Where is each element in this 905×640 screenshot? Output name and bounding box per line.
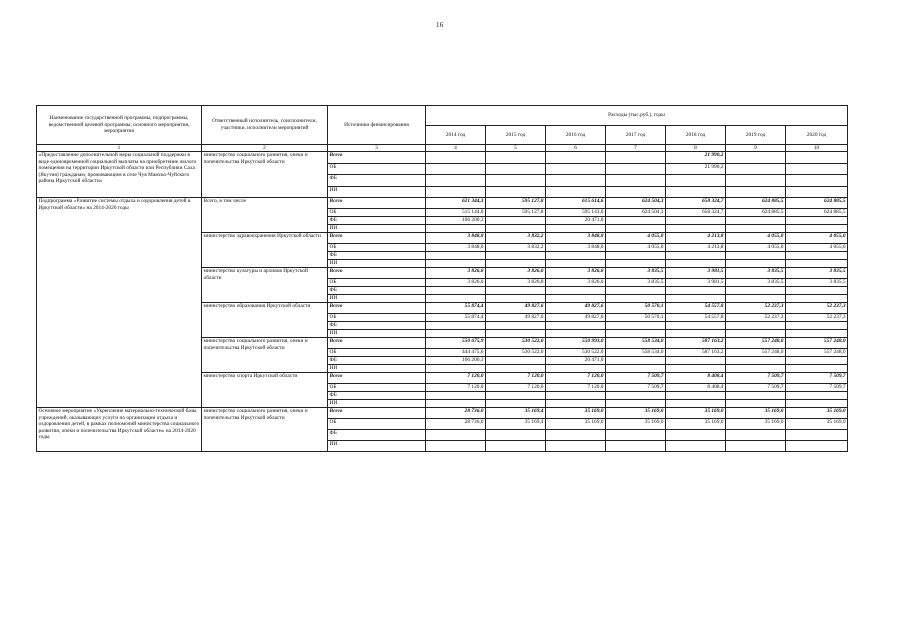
expense-value xyxy=(486,365,546,373)
expense-value xyxy=(726,441,786,452)
expense-value: 35 169,0 xyxy=(546,408,606,419)
funding-source: ОБ xyxy=(328,349,426,357)
expense-value: 35 169,0 xyxy=(546,419,606,430)
expense-value: 35 169,4 xyxy=(486,419,546,430)
column-number: 5 xyxy=(486,145,546,152)
expense-value: 3 832,2 xyxy=(486,233,546,244)
expense-value xyxy=(726,357,786,365)
expense-value xyxy=(426,152,486,164)
funding-source: ИИ xyxy=(328,186,426,198)
expense-value: 106 200,3 xyxy=(426,217,486,225)
expense-value: 7 120,0 xyxy=(486,384,546,392)
header-year: 2019 год xyxy=(726,126,786,145)
expense-value xyxy=(426,365,486,373)
expense-value: 7 509,7 xyxy=(726,373,786,384)
expense-value xyxy=(666,392,726,400)
expense-value: 4 213,8 xyxy=(666,244,726,252)
expense-value xyxy=(546,175,606,187)
expense-value: 55 874,4 xyxy=(426,303,486,314)
funding-source: ИИ xyxy=(328,365,426,373)
expense-value xyxy=(726,287,786,295)
header-expenses: Расходы (тыс.руб.), годы xyxy=(426,106,848,126)
expense-value xyxy=(486,252,546,260)
expense-value xyxy=(666,400,726,408)
column-number: 3 xyxy=(328,145,426,152)
expense-value xyxy=(546,186,606,198)
expense-value xyxy=(726,186,786,198)
expense-value: 4 213,8 xyxy=(666,233,726,244)
expense-value xyxy=(606,217,666,225)
expense-value xyxy=(486,295,546,303)
expense-value xyxy=(666,225,726,233)
expense-value xyxy=(426,322,486,330)
expense-value xyxy=(786,287,848,295)
expense-value xyxy=(546,295,606,303)
expense-value: 4 055,0 xyxy=(726,244,786,252)
expense-value xyxy=(606,260,666,268)
expense-value xyxy=(426,330,486,338)
header-year: 2018 год xyxy=(666,126,726,145)
expense-value xyxy=(546,365,606,373)
expense-value xyxy=(726,400,786,408)
expense-value xyxy=(786,430,848,441)
expense-value xyxy=(606,186,666,198)
funding-source: ФБ xyxy=(328,357,426,365)
expense-value: 50 570,1 xyxy=(606,303,666,314)
expense-value: 557 248,0 xyxy=(786,349,848,357)
expense-value: 530 522,0 xyxy=(486,338,546,349)
expense-value: 35 169,0 xyxy=(786,408,848,419)
funding-source: ОБ xyxy=(328,419,426,430)
expense-value: 21 990,2 xyxy=(666,152,726,164)
expense-value: 3 981,5 xyxy=(666,268,726,279)
expense-value xyxy=(606,322,666,330)
executor-name: министерство социального развития, опеки и попечительства Иркутской области xyxy=(202,408,328,452)
expense-value: 4 055,0 xyxy=(786,233,848,244)
expense-value: 4 055,0 xyxy=(606,233,666,244)
expense-value xyxy=(486,330,546,338)
expense-value xyxy=(726,322,786,330)
expense-value: 7 120,0 xyxy=(426,384,486,392)
expense-value: 3 835,5 xyxy=(786,279,848,287)
expense-value xyxy=(786,322,848,330)
expense-value xyxy=(666,217,726,225)
table-row xyxy=(37,198,848,209)
expense-value xyxy=(546,392,606,400)
expense-value: 3 826,0 xyxy=(546,279,606,287)
funding-source: ОБ xyxy=(328,279,426,287)
expense-value xyxy=(666,441,726,452)
expense-value xyxy=(486,287,546,295)
budget-table xyxy=(36,105,848,452)
expense-value: 624 885,5 xyxy=(726,198,786,209)
executor-name: министерство здравоохранения Иркутской области xyxy=(202,233,328,268)
expense-value xyxy=(486,400,546,408)
expense-value xyxy=(486,430,546,441)
expense-value: 3 981,5 xyxy=(666,279,726,287)
executor-name: министерство культуры и архивов Иркутской области xyxy=(202,268,328,303)
expense-value: 558 534,0 xyxy=(606,338,666,349)
expense-value xyxy=(726,295,786,303)
expense-value xyxy=(426,163,486,175)
expense-value: 3 835,5 xyxy=(726,268,786,279)
expense-value xyxy=(726,330,786,338)
expense-value xyxy=(486,163,546,175)
expense-value: 52 237,3 xyxy=(726,303,786,314)
expense-value xyxy=(486,225,546,233)
header-year: 2014 год xyxy=(426,126,486,145)
expense-value xyxy=(786,260,848,268)
funding-source: ФБ xyxy=(328,175,426,187)
funding-source: Всего xyxy=(328,152,426,164)
expense-value xyxy=(486,175,546,187)
program-name: Основное мероприятие «Укрепление материально-технической базы учреждений, оказывающих услуги по организации отдыха и оздоровления детей, в рамках полномочий министерства социального развития, опеки и попечительства Иркутской области» на 2014-2020 годы xyxy=(37,408,202,452)
expense-value xyxy=(546,225,606,233)
expense-value xyxy=(606,392,666,400)
expense-value xyxy=(426,287,486,295)
funding-source: ФБ xyxy=(328,217,426,225)
expense-value: 3 848,0 xyxy=(426,233,486,244)
expense-value xyxy=(786,330,848,338)
expense-value xyxy=(786,400,848,408)
expense-value xyxy=(786,186,848,198)
expense-value: 3 848,0 xyxy=(426,244,486,252)
expense-value xyxy=(426,430,486,441)
column-number: 2 xyxy=(202,145,328,152)
expense-value xyxy=(486,392,546,400)
expense-value: 52 237,3 xyxy=(726,314,786,322)
expense-value xyxy=(606,330,666,338)
funding-source: Всего xyxy=(328,303,426,314)
funding-source: Всего xyxy=(328,338,426,349)
expense-value xyxy=(726,163,786,175)
expense-value xyxy=(426,175,486,187)
expense-value: 8 408,4 xyxy=(666,373,726,384)
expense-value: 3 826,0 xyxy=(546,268,606,279)
expense-value xyxy=(426,252,486,260)
funding-source: ФБ xyxy=(328,322,426,330)
expense-value: 3 835,5 xyxy=(606,268,666,279)
header-year: 2015 год xyxy=(486,126,546,145)
expense-value xyxy=(606,400,666,408)
funding-source: ОБ xyxy=(328,384,426,392)
expense-value xyxy=(726,225,786,233)
expense-value: 3 848,0 xyxy=(546,244,606,252)
expense-value: 49 827,6 xyxy=(486,314,546,322)
expense-value: 557 248,0 xyxy=(726,338,786,349)
funding-source: ИИ xyxy=(328,441,426,452)
column-number-row xyxy=(37,145,848,152)
expense-value xyxy=(546,163,606,175)
funding-source: ФБ xyxy=(328,430,426,441)
expense-value: 595 143,6 xyxy=(546,209,606,217)
expense-value: 3 848,0 xyxy=(546,233,606,244)
expense-value: 7 120,0 xyxy=(546,373,606,384)
expense-value: 587 163,2 xyxy=(666,338,726,349)
expense-value xyxy=(546,441,606,452)
expense-value: 52 237,3 xyxy=(786,303,848,314)
funding-source: ИИ xyxy=(328,225,426,233)
expense-value: 624 504,3 xyxy=(606,198,666,209)
expense-value: 658 324,7 xyxy=(666,198,726,209)
expense-value: 4 055,0 xyxy=(786,244,848,252)
expense-value: 4 055,0 xyxy=(606,244,666,252)
expense-value xyxy=(786,175,848,187)
expense-value xyxy=(786,365,848,373)
funding-source: ОБ xyxy=(328,314,426,322)
expense-value xyxy=(606,163,666,175)
program-name: «Предоставление дополнительной меры социальной поддержки в виде единовременной социальной выплаты на приобретение жилого помещения на территории Иркутской области или Республики Саха (Якутия) гражданам, проживающим в селе Чуя Мамско-Чуйского района Иркутской области» xyxy=(37,152,202,198)
expense-value: 52 237,3 xyxy=(786,314,848,322)
expense-value xyxy=(786,441,848,452)
funding-source: ФБ xyxy=(328,252,426,260)
expense-value: 54 557,8 xyxy=(666,314,726,322)
funding-source: Всего xyxy=(328,373,426,384)
expense-value: 3 826,0 xyxy=(426,268,486,279)
expense-value xyxy=(486,322,546,330)
expense-value xyxy=(546,400,606,408)
column-number: 4 xyxy=(426,145,486,152)
expense-value: 35 169,0 xyxy=(606,408,666,419)
expense-value xyxy=(546,330,606,338)
expense-value xyxy=(486,357,546,365)
expense-value xyxy=(726,252,786,260)
column-number: 7 xyxy=(606,145,666,152)
expense-value xyxy=(726,260,786,268)
table-row xyxy=(37,408,848,419)
expense-value: 35 169,0 xyxy=(726,408,786,419)
expense-value xyxy=(786,217,848,225)
executor-name: министерство социального развития, опеки и попечительства Иркутской области xyxy=(202,152,328,198)
expense-value: 3 826,0 xyxy=(426,279,486,287)
expense-value: 35 169,0 xyxy=(666,419,726,430)
funding-source: ОБ xyxy=(328,163,426,175)
expense-value: 515 144,0 xyxy=(426,209,486,217)
expense-value: 3 832,2 xyxy=(486,244,546,252)
header-year: 2017 год xyxy=(606,126,666,145)
page-number: 16 xyxy=(436,21,444,29)
expense-value: 7 509,7 xyxy=(786,373,848,384)
expense-value xyxy=(546,152,606,164)
expense-value: 557 248,0 xyxy=(786,338,848,349)
expense-value xyxy=(786,392,848,400)
expense-value xyxy=(666,430,726,441)
expense-value xyxy=(666,295,726,303)
column-number: 10 xyxy=(786,145,848,152)
expense-value xyxy=(486,152,546,164)
expense-value xyxy=(426,225,486,233)
expense-value xyxy=(786,357,848,365)
expense-value xyxy=(726,152,786,164)
funding-source: Всего xyxy=(328,233,426,244)
expense-value xyxy=(666,330,726,338)
expense-value xyxy=(546,252,606,260)
expense-value xyxy=(486,260,546,268)
funding-source: ИИ xyxy=(328,295,426,303)
program-name: Подпрограмма «Развитие системы отдыха и оздоровления детей в Иркутской области» на 2014-2020 годы xyxy=(37,198,202,408)
expense-value: 7 509,7 xyxy=(606,373,666,384)
expense-value xyxy=(606,365,666,373)
expense-value: 20 471,0 xyxy=(546,217,606,225)
expense-value: 3 835,5 xyxy=(786,268,848,279)
expense-value: 4 055,0 xyxy=(726,233,786,244)
expense-value xyxy=(786,163,848,175)
expense-value xyxy=(606,252,666,260)
expense-value: 7 120,0 xyxy=(426,373,486,384)
expense-value: 28 736,0 xyxy=(426,408,486,419)
expense-value: 624 885,5 xyxy=(726,209,786,217)
expense-value: 530 522,0 xyxy=(486,349,546,357)
expense-value xyxy=(426,441,486,452)
funding-source: Всего xyxy=(328,268,426,279)
expense-value: 550 675,9 xyxy=(426,338,486,349)
column-number: 9 xyxy=(726,145,786,152)
expense-value: 35 169,0 xyxy=(666,408,726,419)
header-year: 2016 год xyxy=(546,126,606,145)
expense-value: 444 475,6 xyxy=(426,349,486,357)
expense-value xyxy=(606,225,666,233)
expense-value xyxy=(426,260,486,268)
funding-source: ФБ xyxy=(328,392,426,400)
expense-value: 7 509,7 xyxy=(726,384,786,392)
funding-source: ИИ xyxy=(328,260,426,268)
expense-value xyxy=(606,152,666,164)
expense-value xyxy=(666,357,726,365)
expense-value: 595 127,8 xyxy=(486,198,546,209)
executor-name: министерство образования Иркутской области xyxy=(202,303,328,338)
expense-value xyxy=(606,430,666,441)
expense-value xyxy=(606,441,666,452)
expense-value xyxy=(606,287,666,295)
executor-name: Всего, в том числе xyxy=(202,198,328,233)
expense-value xyxy=(546,287,606,295)
expense-value xyxy=(666,252,726,260)
expense-value xyxy=(726,217,786,225)
expense-value: 28 736,0 xyxy=(426,419,486,430)
table-row xyxy=(37,152,848,164)
expense-value xyxy=(666,175,726,187)
expense-value: 49 827,6 xyxy=(546,303,606,314)
expense-value: 3 835,5 xyxy=(606,279,666,287)
expense-value: 49 827,6 xyxy=(486,303,546,314)
funding-source: ОБ xyxy=(328,209,426,217)
expense-value: 8 408,4 xyxy=(666,384,726,392)
expense-value xyxy=(786,295,848,303)
funding-source: ФБ xyxy=(328,287,426,295)
header-year: 2020 год xyxy=(786,126,848,145)
expense-value: 624 885,5 xyxy=(786,198,848,209)
expense-value: 7 120,0 xyxy=(486,373,546,384)
expense-value xyxy=(546,322,606,330)
expense-value: 3 826,0 xyxy=(486,279,546,287)
funding-source: Всего xyxy=(328,198,426,209)
expense-value: 3 835,5 xyxy=(726,279,786,287)
expense-value: 558 534,0 xyxy=(606,349,666,357)
funding-source: ИИ xyxy=(328,330,426,338)
expense-value: 21 990,2 xyxy=(666,163,726,175)
expense-value xyxy=(426,400,486,408)
expense-value xyxy=(606,357,666,365)
table-body xyxy=(37,152,848,452)
expense-value: 621 344,3 xyxy=(426,198,486,209)
expense-value: 50 570,1 xyxy=(606,314,666,322)
expense-value: 106 200,3 xyxy=(426,357,486,365)
expense-value: 49 827,6 xyxy=(546,314,606,322)
expense-value xyxy=(486,441,546,452)
expense-value: 624 504,3 xyxy=(606,209,666,217)
expense-value: 55 874,4 xyxy=(426,314,486,322)
expense-value xyxy=(426,186,486,198)
expense-value: 615 614,6 xyxy=(546,198,606,209)
expense-value: 624 885,5 xyxy=(786,209,848,217)
header-sources: Источники финансирования xyxy=(328,106,426,145)
expense-value: 7 509,7 xyxy=(606,384,666,392)
expense-value xyxy=(486,217,546,225)
funding-source: ОБ xyxy=(328,244,426,252)
header-executor: Ответственный исполнитель, соисполнители, участники, исполнители мероприятий xyxy=(202,106,328,145)
executor-name: министерство социального развития, опеки и попечительства Иркутской области xyxy=(202,338,328,373)
funding-source: ИИ xyxy=(328,400,426,408)
expense-value xyxy=(606,295,666,303)
expense-value xyxy=(426,295,486,303)
expense-value: 35 169,0 xyxy=(786,419,848,430)
expense-value: 54 557,8 xyxy=(666,303,726,314)
column-number: 1 xyxy=(37,145,202,152)
expense-value xyxy=(546,430,606,441)
expense-value xyxy=(666,365,726,373)
expense-value: 550 993,0 xyxy=(546,338,606,349)
expense-value xyxy=(786,152,848,164)
header-name: Наименование государственной программы, подпрограммы, ведомственной целевой программы, основного мероприятия, мероприятия xyxy=(37,106,202,145)
expense-value: 35 169,0 xyxy=(726,419,786,430)
expense-value xyxy=(426,392,486,400)
expense-value xyxy=(666,186,726,198)
expense-value: 20 471,0 xyxy=(546,357,606,365)
expense-value xyxy=(726,175,786,187)
expense-value xyxy=(726,365,786,373)
expense-value: 35 169,0 xyxy=(606,419,666,430)
funding-source: Всего xyxy=(328,408,426,419)
expense-value xyxy=(786,252,848,260)
expense-value xyxy=(666,287,726,295)
column-number: 6 xyxy=(546,145,606,152)
expense-value xyxy=(606,175,666,187)
expense-value xyxy=(726,430,786,441)
expense-value: 587 163,2 xyxy=(666,349,726,357)
column-number: 8 xyxy=(666,145,726,152)
executor-name: министерство спорта Иркутской области xyxy=(202,373,328,408)
expense-value xyxy=(726,392,786,400)
expense-value xyxy=(786,225,848,233)
expense-value xyxy=(666,260,726,268)
expense-value: 530 522,0 xyxy=(546,349,606,357)
expense-value: 7 120,0 xyxy=(546,384,606,392)
expense-value: 35 169,4 xyxy=(486,408,546,419)
expense-value xyxy=(546,260,606,268)
expense-value: 557 248,0 xyxy=(726,349,786,357)
expense-value xyxy=(666,322,726,330)
expense-value: 3 826,0 xyxy=(486,268,546,279)
expense-value: 658 324,7 xyxy=(666,209,726,217)
expense-value xyxy=(486,186,546,198)
expense-value: 7 509,7 xyxy=(786,384,848,392)
expense-value: 595 127,8 xyxy=(486,209,546,217)
